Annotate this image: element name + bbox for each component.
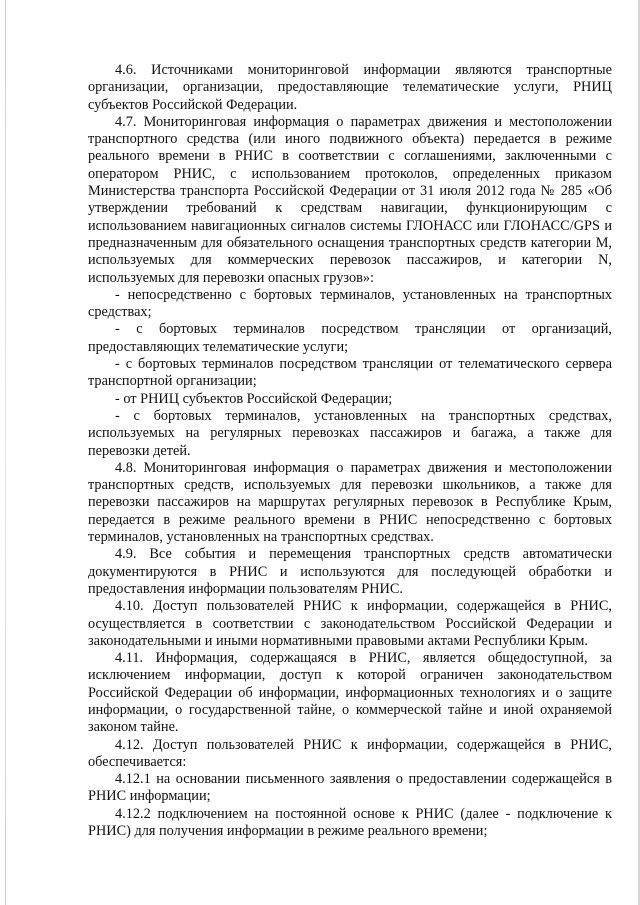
paragraph-4-8: 4.8. Мониторинговая информация о параметрах движения и местоположении транспортных средств, используемых для перевозки школьников, а также для перевозки пассажиров на маршрутах регулярных перевозок в Республике Крым, передается в режиме реального времени в РНИС непосредственно с бортовых терминалов, установленных на транспортных средствах. — [88, 459, 612, 546]
list-item-telematic-server: - с бортовых терминалов посредством трансляции от телематического сервера транспортной организации; — [88, 356, 612, 390]
list-item-regular-transport: - с бортовых терминалов, установленных на транспортных средствах, используемых на регулярных перевозках пассажиров и багажа, а также для перевозки детей. — [88, 407, 612, 459]
paragraph-4-11: 4.11. Информация, содержащаяся в РНИС, является общедоступной, за исключением информации, доступ к которой ограничен законодательством Российской Федерации об информации, информационных технологиях и о защите информации, о государственной тайне, о коммерческой тайне и иной охраняемой законом тайне. — [88, 650, 612, 736]
list-item-rnic: - от РНИЦ субъектов Российской Федерации; — [115, 390, 393, 407]
paragraph-4-12-1: 4.12.1 на основании письменного заявления о предоставлении содержащейся в РНИС информации; — [88, 771, 612, 805]
page-edge-left — [5, 0, 6, 905]
paragraph-4-9: 4.9. Все события и перемещения транспортных средств автоматически документируются в РНИС и используются для последующей обработки и предоставления информации пользователям РНИС. — [88, 546, 612, 597]
paragraph-4-12: 4.12. Доступ пользователей РНИС к информации, содержащейся в РНИС, обеспечивается: — [88, 736, 612, 770]
paragraph-4-12-2: 4.12.2 подключением на постоянной основе к РНИС (далее - подключение к РНИС) для получения информации в режиме реального времени; — [88, 805, 612, 840]
paragraph-4-7: 4.7. Мониторинговая информация о параметрах движения и местоположении транспортного средства (или иного подвижного объекта) передается в режиме реального времени в РНИС в соответствии с соглашениями, заключенными с оператором РНИС, с использованием протоколов, определенных приказом Министерства транспорта Российской Федерации от 31 июля 2012 года № 285 «Об утверждении требований к средствам навигации, функционирующим с использованием навигационных сигналов системы ГЛОНАСС или ГЛОНАСС/GPS и предназначенным для обязательного оснащения транспортных средств категории М, используемых для коммерческих перевозок пассажиров, и категории N, используемых для перевозки опасных грузов»: — [88, 113, 612, 286]
list-item-telematic-organizations: - с бортовых терминалов посредством трансляции от организаций, предоставляющих телематические услуги; — [88, 321, 612, 355]
paragraph-4-10: 4.10. Доступ пользователей РНИС к информации, содержащейся в РНИС, осуществляется в соответствии с законодательством Российской Федерации и законодательными и иными нормативными правовыми актами Республики Крым. — [88, 598, 612, 649]
paragraph-4-6: 4.6. Источниками мониторинговой информации являются транспортные организации, организации, предоставляющие телематические услуги, РНИЦ субъектов Российской Федерации. — [88, 62, 612, 113]
list-item-onboard-terminals: - непосредственно с бортовых терминалов, установленных на транспортных средствах; — [88, 286, 612, 321]
